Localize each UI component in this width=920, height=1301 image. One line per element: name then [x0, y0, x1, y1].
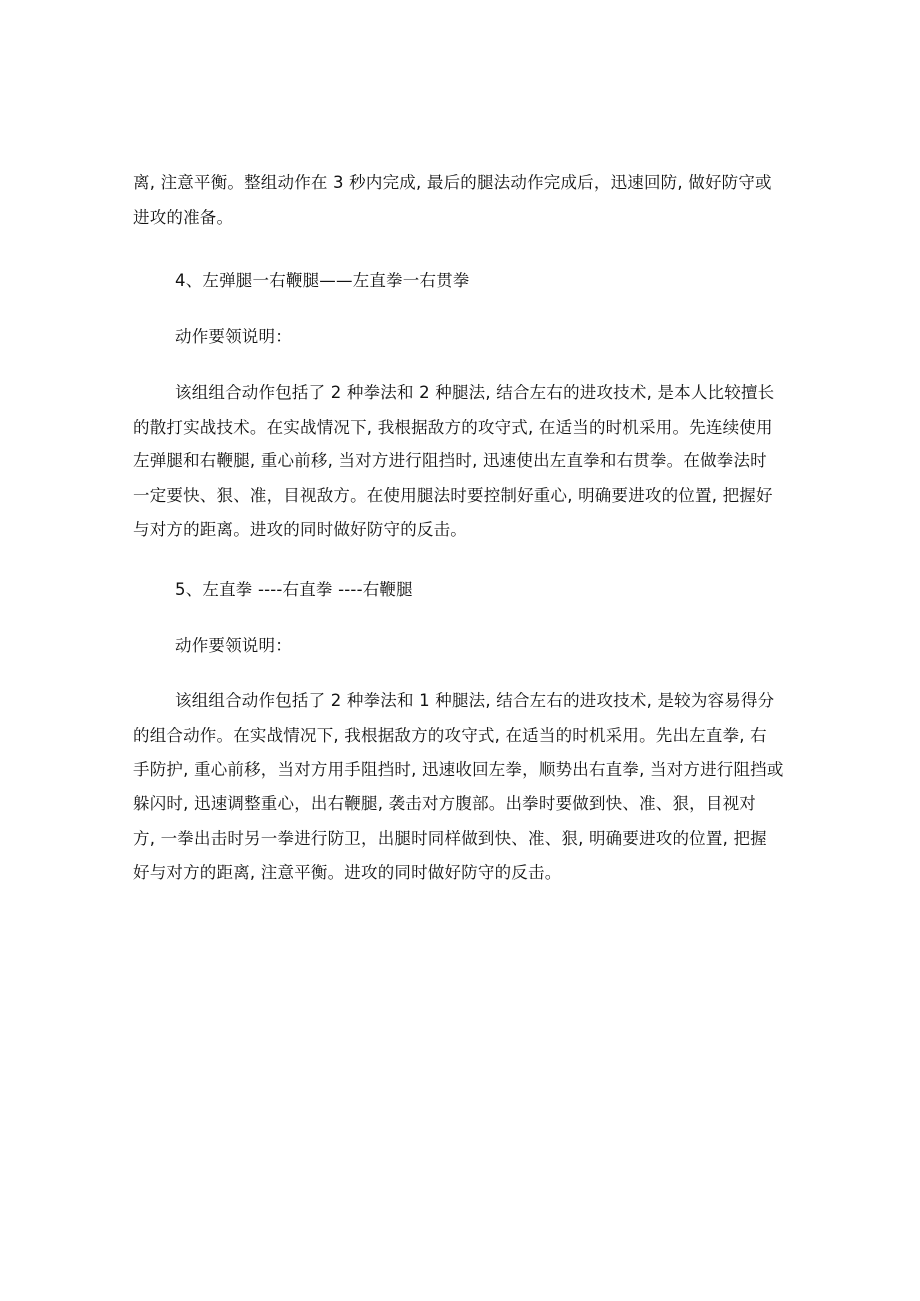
- section-5-paragraph-line-5: 方, 一拳出击时另一拳进行防卫，出腿时同样做到快、准、狠, 明确要进攻的位置, 把握: [133, 829, 767, 848]
- section-5-paragraph-line-1: 该组组合动作包括了 2 种拳法和 1 种腿法, 结合左右的进攻技术, 是较为容易得分: [175, 691, 775, 710]
- section-4-paragraph-line-2: 的散打实战技术。在实战情况下, 我根据敌方的攻守式, 在适当的时机采用。先连续使用: [133, 418, 773, 437]
- section-4-heading: 4、左弹腿一右鞭腿——左直拳一右贯拳: [175, 271, 470, 290]
- continuation-line-2: 进攻的准备。: [133, 208, 234, 227]
- section-4-paragraph-line-3: 左弹腿和右鞭腿, 重心前移, 当对方进行阻挡时, 迅速使出左直拳和右贯拳。在做拳法时: [133, 451, 767, 470]
- section-5-paragraph-line-6: 好与对方的距离, 注意平衡。进攻的同时做好防守的反击。: [133, 863, 562, 882]
- section-4-paragraph-line-1: 该组组合动作包括了 2 种拳法和 2 种腿法, 结合左右的进攻技术, 是本人比较擅长: [175, 383, 775, 402]
- section-4-subheading: 动作要领说明：: [175, 327, 292, 346]
- section-5-heading: 5、左直拳 ----右直拳 ----右鞭腿: [175, 580, 413, 599]
- section-4-paragraph-line-4: 一定要快、狠、准，目视敌方。在使用腿法时要控制好重心, 明确要进攻的位置, 把握好: [133, 486, 773, 505]
- section-5-paragraph-line-2: 的组合动作。在实战情况下, 我根据敌方的攻守式, 在适当的时机采用。先出左直拳, 右: [133, 726, 767, 745]
- section-5-subheading: 动作要领说明：: [175, 636, 292, 655]
- continuation-line-1: 离, 注意平衡。整组动作在 3 秒内完成, 最后的腿法动作完成后，迅速回防, 做好防守或: [133, 173, 772, 192]
- section-4-paragraph-line-5: 与对方的距离。进攻的同时做好防守的反击。: [133, 520, 467, 539]
- section-5-paragraph-line-3: 手防护, 重心前移，当对方用手阻挡时, 迅速收回左拳，顺势出右直拳, 当对方进行阻挡或: [133, 760, 784, 779]
- section-5-paragraph-line-4: 躲闪时, 迅速调整重心，出右鞭腿, 袭击对方腹部。出拳时要做到快、准、狠，目视对: [133, 794, 756, 813]
